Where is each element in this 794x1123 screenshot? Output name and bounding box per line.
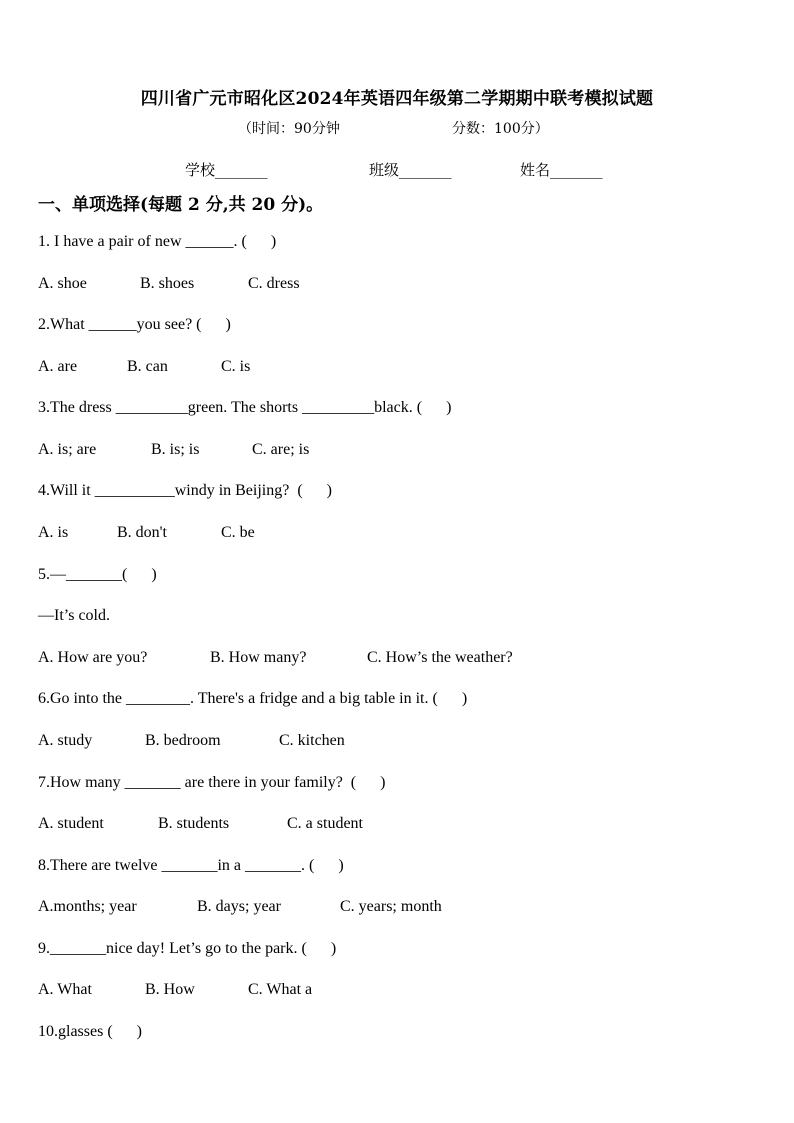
q5-option-a: A. How are you? [38, 649, 148, 666]
class-field: 班级_______ [369, 161, 452, 179]
question-9: 9._______nice day! Let’s go to the park. ( ) [38, 940, 337, 957]
q6-option-a: A. study [38, 732, 93, 749]
name-field: 姓名_______ [520, 161, 603, 179]
question-1: 1. I have a pair of new ______. ( ) [38, 233, 277, 250]
q1-option-c: C. dress [248, 275, 300, 292]
exam-title: 四川省广元市昭化区2024年英语四年级第二学期期中联考模拟试题 [140, 89, 654, 109]
q4-option-c: C. be [221, 524, 255, 541]
q6-option-c: C. kitchen [279, 732, 345, 749]
q9-option-c: C. What a [248, 981, 313, 998]
q7-option-a: A. student [38, 815, 104, 832]
q3-option-c: C. are; is [252, 441, 310, 458]
q1-option-a: A. shoe [38, 275, 87, 292]
q9-option-a: A. What [38, 981, 92, 998]
question-2: 2.What ______you see? ( ) [38, 316, 231, 333]
q1-option-b: B. shoes [140, 275, 195, 292]
q5-option-b: B. How many? [210, 649, 307, 666]
q8-option-a: A.months; year [38, 898, 137, 915]
q7-option-b: B. students [158, 815, 230, 832]
q2-option-a: A. are [38, 358, 78, 375]
q4-option-b: B. don't [117, 524, 167, 541]
question-4: 4.Will it __________windy in Beijing? ( ) [38, 482, 332, 499]
q6-option-b: B. bedroom [145, 732, 221, 749]
q3-option-b: B. is; is [151, 441, 200, 458]
question-10: 10.glasses ( ) [38, 1023, 142, 1040]
q8-option-c: C. years; month [340, 898, 442, 915]
q5-option-c: C. How’s the weather? [367, 649, 513, 666]
section-heading: 一、单项选择(每题 2 分,共 20 分)。 [38, 195, 324, 215]
question-3: 3.The dress _________green. The shorts _________black. ( ) [38, 399, 452, 416]
exam-score: 分数：100分） [452, 121, 549, 137]
question-8: 8.There are twelve _______in a _______. ( ) [38, 857, 344, 874]
q2-option-b: B. can [127, 358, 168, 375]
question-5-answer-line: —It’s cold. [38, 607, 110, 624]
question-7: 7.How many _______ are there in your family? ( ) [38, 774, 386, 791]
question-5: 5.—_______( ) [38, 566, 157, 583]
q3-option-a: A. is; are [38, 441, 97, 458]
exam-time: （时间：90分钟 [238, 121, 340, 137]
q8-option-b: B. days; year [197, 898, 281, 915]
question-6: 6.Go into the ________. There's a fridge and a big table in it. ( ) [38, 690, 468, 707]
q2-option-c: C. is [221, 358, 251, 375]
q7-option-c: C. a student [287, 815, 363, 832]
school-field: 学校_______ [185, 161, 268, 179]
q9-option-b: B. How [145, 981, 195, 998]
q4-option-a: A. is [38, 524, 69, 541]
